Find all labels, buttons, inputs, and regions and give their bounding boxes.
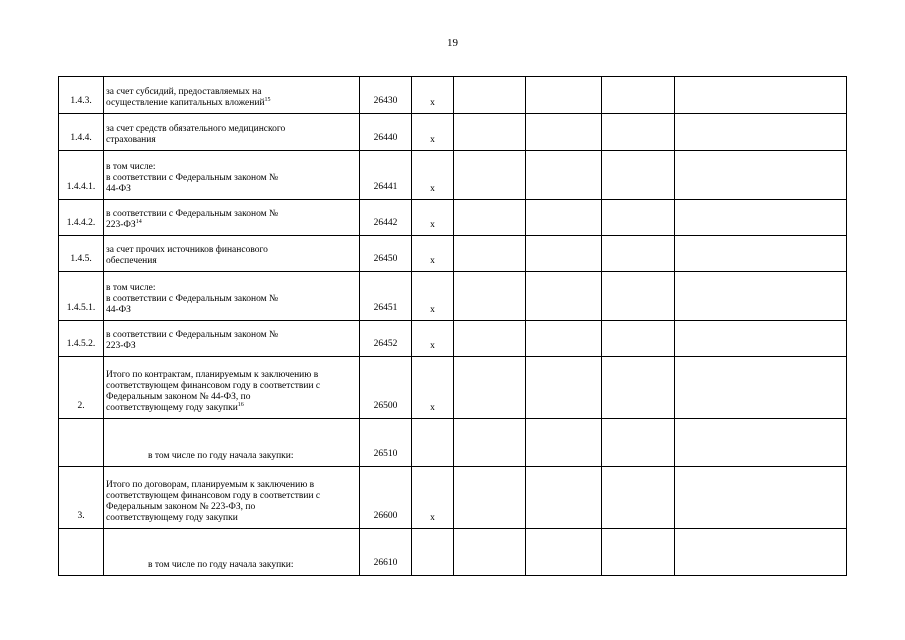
row-description <box>104 77 360 114</box>
empty-cell <box>602 419 675 467</box>
empty-cell <box>526 529 602 576</box>
empty-cell <box>526 151 602 200</box>
table-row <box>59 151 847 200</box>
row-code: 26500 <box>360 357 412 419</box>
row-number: 1.4.4.2. <box>59 200 104 236</box>
page-number: 19 <box>447 37 458 49</box>
table-row <box>59 272 847 321</box>
row-description <box>104 321 360 357</box>
description-line: Федеральным законом № 223-ФЗ, по <box>106 502 256 512</box>
description-line: соответствующему году закупки <box>106 513 238 523</box>
row-mark: х <box>412 236 454 272</box>
description-line: в соответствии с Федеральным законом № <box>106 294 279 304</box>
empty-cell <box>454 321 526 357</box>
row-code: 26450 <box>360 236 412 272</box>
description-line: Итого по договорам, планируемым к заключению в <box>106 480 315 490</box>
description-line: осуществление капитальных вложений$^{15}$ <box>106 96 271 108</box>
empty-cell <box>675 321 847 357</box>
empty-cell <box>454 114 526 151</box>
row-code: 26441 <box>360 151 412 200</box>
empty-cell <box>602 357 675 419</box>
row-mark <box>412 529 454 576</box>
empty-cell <box>602 321 675 357</box>
row-description <box>104 114 360 151</box>
footnote-ref: 15 <box>264 96 271 103</box>
row-code: 26451 <box>360 272 412 321</box>
row-number <box>59 419 104 467</box>
description-line: в том числе: <box>106 283 156 293</box>
row-code: 26440 <box>360 114 412 151</box>
row-number: 1.4.3. <box>59 77 104 114</box>
empty-cell <box>602 114 675 151</box>
footnote-ref: 16 <box>237 401 244 408</box>
row-mark: х <box>412 151 454 200</box>
table-row <box>59 357 847 419</box>
empty-cell <box>526 321 602 357</box>
empty-cell <box>526 357 602 419</box>
empty-cell <box>675 467 847 529</box>
table-row <box>59 321 847 357</box>
description-line: 44-ФЗ <box>106 305 131 315</box>
description-line: 223-ФЗ <box>106 341 136 351</box>
empty-cell <box>526 200 602 236</box>
table-row <box>59 529 847 576</box>
row-description <box>104 236 360 272</box>
description-line: за счет субсидий, предоставляемых на <box>106 87 262 97</box>
row-code: 26610 <box>360 529 412 576</box>
empty-cell <box>602 200 675 236</box>
empty-cell <box>675 529 847 576</box>
row-mark: х <box>412 467 454 529</box>
empty-cell <box>454 200 526 236</box>
row-description <box>104 419 360 467</box>
description-line: в соответствии с Федеральным законом № <box>106 173 279 183</box>
report-table <box>58 76 847 576</box>
row-number <box>59 529 104 576</box>
empty-cell <box>526 77 602 114</box>
row-number: 2. <box>59 357 104 419</box>
empty-cell <box>454 151 526 200</box>
empty-cell <box>526 272 602 321</box>
description-line: 44-ФЗ <box>106 184 131 194</box>
row-description <box>104 272 360 321</box>
description-line: Федеральным законом № 44-ФЗ, по <box>106 392 251 402</box>
table-row <box>59 200 847 236</box>
row-number: 1.4.5.1. <box>59 272 104 321</box>
empty-cell <box>675 357 847 419</box>
table-row <box>59 467 847 529</box>
empty-cell <box>602 529 675 576</box>
row-code: 26600 <box>360 467 412 529</box>
empty-cell <box>526 236 602 272</box>
description-line: за счет средств обязательного медицинского <box>106 124 286 134</box>
empty-cell <box>454 272 526 321</box>
row-mark <box>412 419 454 467</box>
row-number: 1.4.5.2. <box>59 321 104 357</box>
empty-cell <box>454 357 526 419</box>
empty-cell <box>675 77 847 114</box>
row-code: 26510 <box>360 419 412 467</box>
description-line: в том числе: <box>106 162 156 172</box>
row-mark: х <box>412 272 454 321</box>
row-code: 26430 <box>360 77 412 114</box>
description-line: в том числе по году начала закупки: <box>148 451 294 461</box>
empty-cell <box>454 419 526 467</box>
empty-cell <box>526 467 602 529</box>
empty-cell <box>602 236 675 272</box>
row-number: 3. <box>59 467 104 529</box>
empty-cell <box>602 151 675 200</box>
row-code: 26452 <box>360 321 412 357</box>
description-line: в соответствии с Федеральным законом № <box>106 330 279 340</box>
empty-cell <box>675 272 847 321</box>
description-line: в соответствии с Федеральным законом № <box>106 209 279 219</box>
table-row <box>59 236 847 272</box>
empty-cell <box>602 272 675 321</box>
row-description <box>104 151 360 200</box>
description-line: обеспечения <box>106 256 157 266</box>
description-line: страхования <box>106 135 156 145</box>
empty-cell <box>675 200 847 236</box>
empty-cell <box>526 114 602 151</box>
description-line: Итого по контрактам, планируемым к заключению в <box>106 370 319 380</box>
row-number: 1.4.4.1. <box>59 151 104 200</box>
empty-cell <box>454 467 526 529</box>
empty-cell <box>602 77 675 114</box>
row-mark: х <box>412 200 454 236</box>
empty-cell <box>454 236 526 272</box>
footnote-ref: 14 <box>135 218 142 225</box>
row-description <box>104 357 360 419</box>
row-code: 26442 <box>360 200 412 236</box>
row-number: 1.4.5. <box>59 236 104 272</box>
row-mark: х <box>412 77 454 114</box>
row-mark: х <box>412 114 454 151</box>
row-description <box>104 529 360 576</box>
empty-cell <box>526 419 602 467</box>
row-description <box>104 467 360 529</box>
description-line: 223-ФЗ$^{14}$ <box>106 218 142 230</box>
table-row <box>59 419 847 467</box>
row-mark: х <box>412 321 454 357</box>
description-line: в том числе по году начала закупки: <box>148 560 294 570</box>
empty-cell <box>602 467 675 529</box>
empty-cell <box>675 114 847 151</box>
row-mark: х <box>412 357 454 419</box>
empty-cell <box>675 236 847 272</box>
table-row <box>59 114 847 151</box>
description-line: соответствующем финансовом году в соответствии с <box>106 381 321 391</box>
table-row <box>59 77 847 114</box>
empty-cell <box>675 419 847 467</box>
row-description <box>104 200 360 236</box>
empty-cell <box>454 529 526 576</box>
description-line: соответствующему году закупки$^{16}$ <box>106 401 244 413</box>
empty-cell <box>675 151 847 200</box>
empty-cell <box>454 77 526 114</box>
row-number: 1.4.4. <box>59 114 104 151</box>
description-line: соответствующем финансовом году в соответствии с <box>106 491 321 501</box>
description-line: за счет прочих источников финансового <box>106 245 268 255</box>
